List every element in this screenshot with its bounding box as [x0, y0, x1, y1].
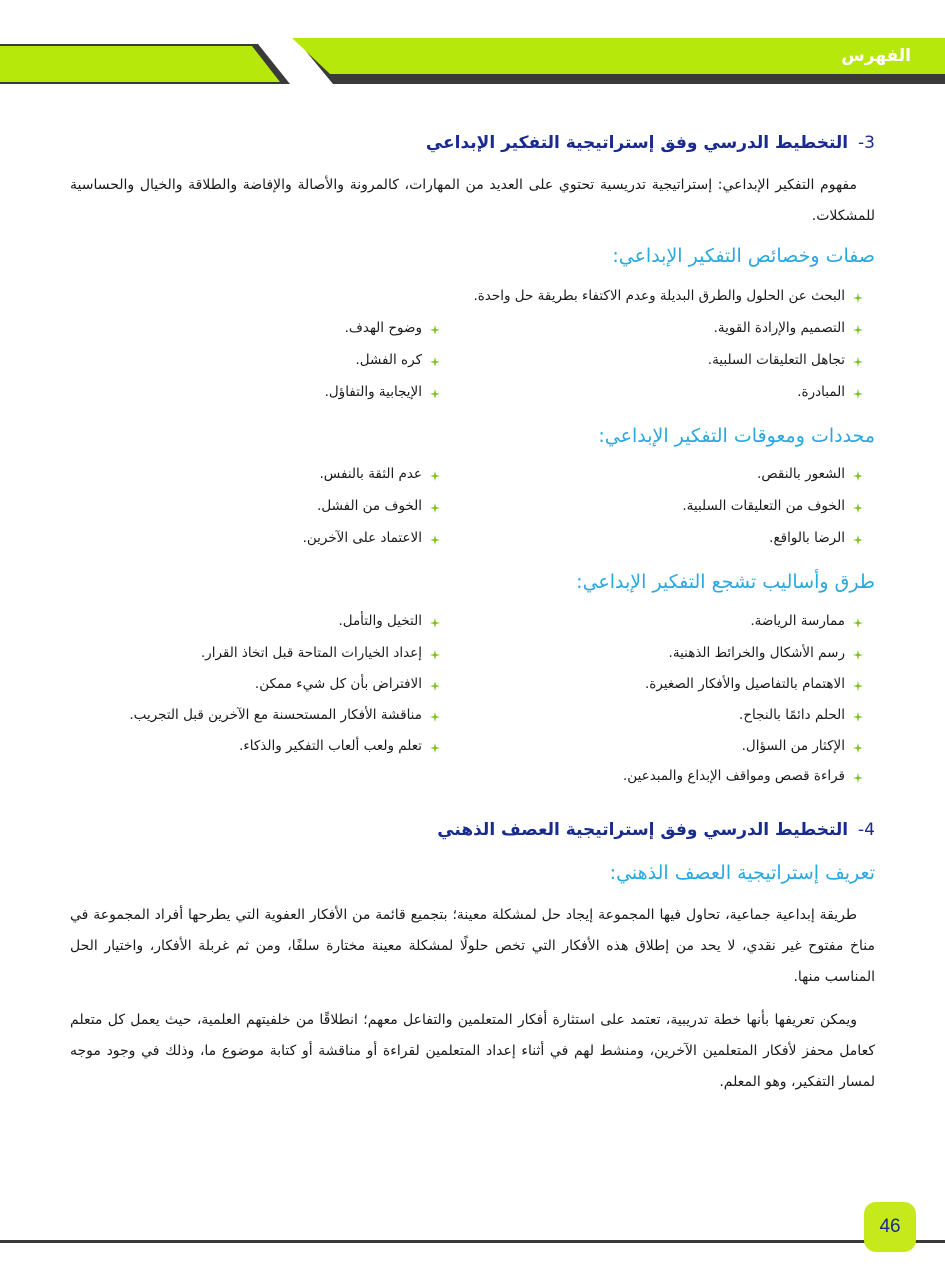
traits-item [345, 320, 440, 336]
definition-heading: تعريف إستراتيجية العصف الذهني: [609, 862, 875, 884]
star-bullet-icon [853, 771, 863, 781]
methods-item [338, 613, 440, 629]
star-bullet-icon [853, 648, 863, 658]
methods-item [239, 738, 440, 754]
traits-item [325, 384, 440, 400]
obstacles-item-text: الخوف من الفشل. [317, 498, 422, 514]
obstacles-item-text: الرضا بالواقع. [769, 530, 845, 546]
methods-item [623, 768, 863, 784]
traits-item-text: الإيجابية والتفاؤل. [324, 384, 422, 400]
star-bullet-icon [430, 387, 440, 397]
star-bullet-icon [430, 533, 440, 543]
methods-item [669, 645, 863, 661]
star-bullet-icon [430, 323, 440, 333]
methods-item-text: التخيل والتأمل. [338, 613, 422, 629]
methods-item-text: تعلم ولعب ألعاب التفكير والذكاء. [239, 738, 422, 754]
methods-item [750, 613, 863, 629]
obstacles-item [320, 466, 440, 482]
traits-item-text: كره الفشل. [355, 352, 422, 368]
obstacles-item-text: الخوف من التعليقات السلبية. [682, 498, 845, 514]
section4-heading [437, 820, 875, 840]
traits-item [714, 320, 863, 336]
methods-item [129, 707, 440, 723]
star-bullet-icon [430, 616, 440, 626]
section3-title: التخطيط الدرسي وفق إستراتيجية التفكير الإبداعي [425, 133, 849, 153]
obstacles-item-text: الشعور بالنقص. [757, 466, 845, 482]
star-bullet-icon [430, 355, 440, 365]
star-bullet-icon [853, 469, 863, 479]
page-number-badge [864, 1202, 916, 1252]
star-bullet-icon [853, 501, 863, 511]
traits-item-text: المبادرة. [797, 384, 845, 400]
methods-item-text: الافتراض بأن كل شيء ممكن. [254, 676, 422, 692]
traits-item-text: وضوح الهدف. [344, 320, 422, 336]
section4-paragraph-1: طريقة إبداعية جماعية، تحاول فيها المجموعة إيجاد حل لمشكلة معينة؛ بتجميع قائمة من الأفكار العفوية التي يطرحها أفراد المجموعة في مناخ مفتوح غير نقدي، لا يحد من إطلاق هذه الأفكار التي تخص حلولًا لمشكلة معينة مختارة سلفًا، ومن ثم غربلة الأفكار، واختيار الحل المناسب منها. [70, 907, 875, 985]
star-bullet-icon [430, 501, 440, 511]
methods-item-text: الإكثار من السؤال. [741, 738, 845, 754]
header-title: الفهرس [841, 46, 911, 66]
star-bullet-icon [853, 355, 863, 365]
methods-item-text: ممارسة الرياضة. [750, 613, 845, 629]
methods-item [645, 676, 863, 692]
star-bullet-icon [430, 741, 440, 751]
star-bullet-icon [853, 679, 863, 689]
obstacles-item [303, 530, 440, 546]
obstacles-item-text: الاعتماد على الآخرين. [302, 530, 422, 546]
star-bullet-icon [430, 469, 440, 479]
section3-intro: مفهوم التفكير الإبداعي: إستراتيجية تدريسية تحتوي على العديد من المهارات، كالمرونة والأصالة والإفاضة والطلاقة والخيال والحساسية للمشكلات. [70, 177, 875, 224]
star-bullet-icon [430, 710, 440, 720]
footer-rule [0, 1240, 945, 1243]
star-bullet-icon [430, 648, 440, 658]
star-bullet-icon [853, 291, 863, 301]
methods-item-text: الحلم دائمًا بالنجاح. [739, 707, 845, 723]
star-bullet-icon [853, 323, 863, 333]
obstacles-item [317, 498, 440, 514]
star-bullet-icon [853, 710, 863, 720]
section3-number: 3- [858, 133, 875, 153]
traits-item-full [473, 288, 863, 304]
methods-item [739, 707, 863, 723]
methods-item [742, 738, 863, 754]
star-bullet-icon [853, 387, 863, 397]
traits-item-text: تجاهل التعليقات السلبية. [707, 352, 845, 368]
section3-heading [426, 133, 875, 153]
section4-paragraph-2: ويمكن تعريفها بأنها خطة تدريبية، تعتمد على استثارة أفكار المتعلمين والتفاعل معهم؛ انطلاقًا من خلفيتهم العلمية، حيث يعمل كل متعلم كعامل محفز لأفكار المتعلمين الآخرين، ومنشط لهم في أثناء إعداد المتعلمين لقراءة أو مناقشة أو كتابة موضوع ما، وذلك في وجود موجه لمسار التفكير، وهو المعلم. [70, 1012, 875, 1090]
obstacles-heading: محددات ومعوقات التفكير الإبداعي: [598, 425, 875, 447]
section4-number: 4- [858, 820, 875, 840]
methods-item-text: إعداد الخيارات المتاحة قبل اتخاذ القرار. [200, 645, 422, 661]
obstacles-item [769, 530, 863, 546]
methods-heading: طرق وأساليب تشجع التفكير الإبداعي: [576, 571, 875, 593]
star-bullet-icon [430, 679, 440, 689]
methods-item-text: الاهتمام بالتفاصيل والأفكار الصغيرة. [644, 676, 845, 692]
methods-item [255, 676, 440, 692]
methods-item-text: رسم الأشكال والخرائط الذهنية. [668, 645, 845, 661]
traits-item [708, 352, 863, 368]
star-bullet-icon [853, 741, 863, 751]
methods-item [201, 645, 440, 661]
methods-item-text: مناقشة الأفكار المستحسنة مع الآخرين قبل التجريب. [129, 707, 422, 723]
obstacles-item-text: عدم الثقة بالنفس. [319, 466, 422, 482]
star-bullet-icon [853, 616, 863, 626]
section4-title: التخطيط الدرسي وفق إستراتيجية العصف الذهني [437, 820, 849, 840]
traits-item [797, 384, 863, 400]
traits-item [356, 352, 441, 368]
methods-item-text: قراءة قصص ومواقف الإبداع والمبدعين. [623, 768, 845, 784]
obstacles-item [757, 466, 863, 482]
star-bullet-icon [853, 533, 863, 543]
traits-item-full-text: البحث عن الحلول والطرق البديلة وعدم الاكتفاء بطريقة حل واحدة. [473, 288, 845, 304]
traits-heading: صفات وخصائص التفكير الإبداعي: [612, 245, 875, 267]
page-number: 46 [879, 1216, 901, 1237]
traits-item-text: التصميم والإرادة القوية. [713, 320, 845, 336]
obstacles-item [682, 498, 863, 514]
